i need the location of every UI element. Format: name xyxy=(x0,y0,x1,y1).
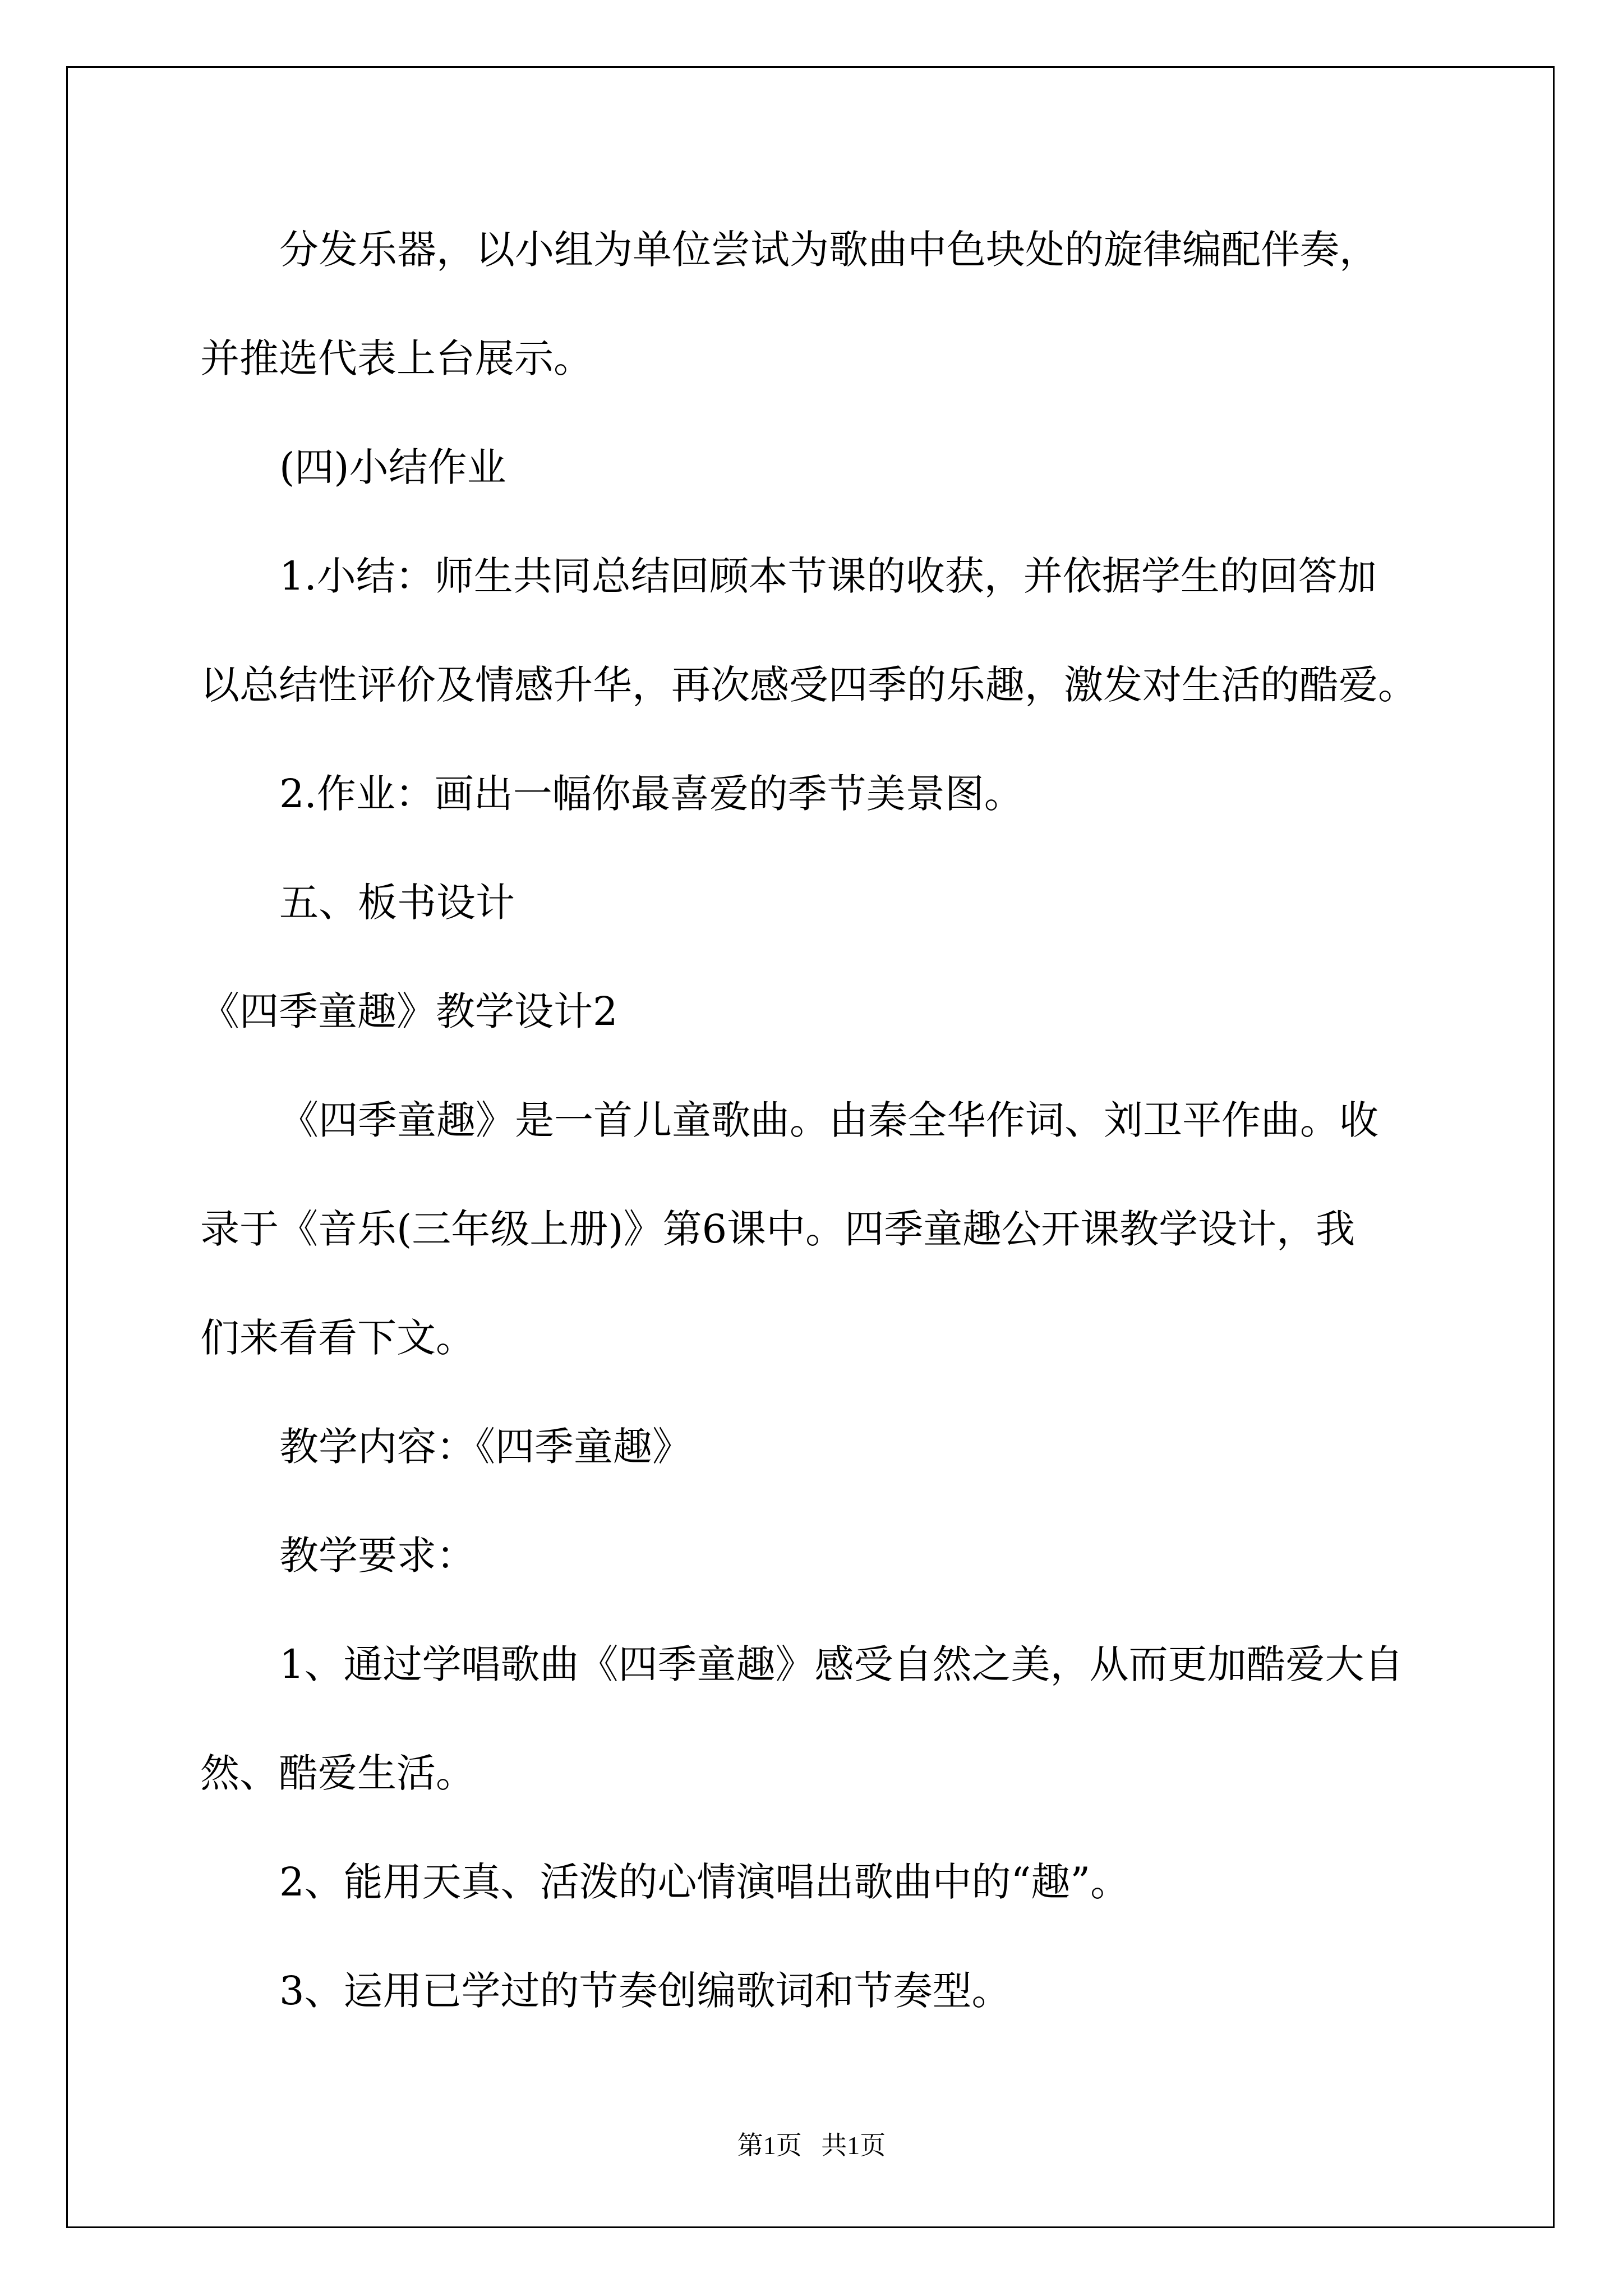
paragraph-line: 1.小结：师生共同总结回顾本节课的收获，并依据学生的回答加 xyxy=(279,553,1377,599)
paragraph-line: 《四季童趣》是一首儿童歌曲。由秦全华作词、刘卫平作曲。收 xyxy=(279,1097,1378,1143)
paragraph-line: 教学要求： xyxy=(279,1533,476,1579)
page-number-footer: 第1页 共1页 xyxy=(737,2131,886,2160)
paragraph-line: 录于《音乐(三年级上册)》第6课中。四季童趣公开课教学设计，我 xyxy=(200,1206,1355,1252)
paragraph-line: 然、酷爱生活。 xyxy=(200,1750,475,1796)
paragraph-line: 分发乐器，以小组为单位尝试为歌曲中色块处的旋律编配伴奏， xyxy=(279,227,1378,273)
paragraph-line: 2、能用天真、活泼的心情演唱出歌曲中的“趣”。 xyxy=(279,1859,1130,1905)
section-heading: 五、板书设计 xyxy=(279,880,515,926)
paragraph-line: 3、运用已学过的节奏创编歌词和节奏型。 xyxy=(279,1968,1011,2014)
paragraph-line: 1、通过学唱歌曲《四季童趣》感受自然之美，从而更加酷爱大自 xyxy=(279,1641,1404,1687)
paragraph-line: 们来看看下文。 xyxy=(200,1315,475,1361)
paragraph-line: 以总结性评价及情感升华，再次感受四季的乐趣，激发对生活的酷爱。 xyxy=(200,662,1417,708)
paragraph-line: 2.作业：画出一幅你最喜爱的季节美景图。 xyxy=(279,771,1023,817)
document-title: 《四季童趣》教学设计2 xyxy=(200,988,618,1034)
paragraph-line: 教学内容：《四季童趣》 xyxy=(279,1424,691,1470)
paragraph-line: 并推选代表上台展示。 xyxy=(200,335,593,381)
section-heading: (四)小结作业 xyxy=(279,444,506,490)
